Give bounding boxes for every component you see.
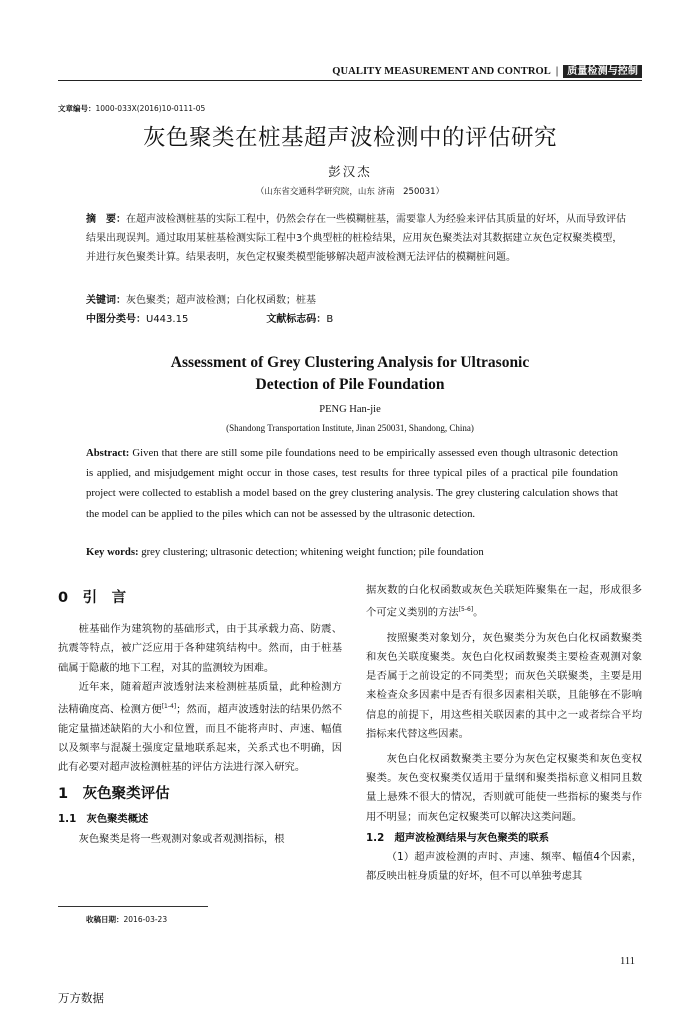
author-en: PENG Han-jie: [319, 404, 381, 415]
paragraph: 灰色白化权函数聚类主要分为灰色定权聚类和灰色变权聚类。灰色变权聚类仅适用于量纲和聚类指标意义相同且数量上悬殊不很大的情况，否则就可能使一些指标的聚类与作用不明显；而灰色定权聚类可以解决这类问题。: [366, 753, 642, 823]
citation-ref: [5-6]: [458, 606, 474, 614]
author-cn: 彭汉杰: [328, 164, 372, 179]
keywords-en: Key words: grey clustering; ultrasonic detection; whitening weight function; pile foundation: [86, 546, 484, 558]
classification-line: 中图分类号：U443.15 文献标志码：B: [86, 314, 334, 325]
citation-ref: [1-4]: [161, 703, 177, 711]
paragraph: 桩基础作为建筑物的基础形式，由于其承载力高、防震、抗震等特点，被广泛应用于各种建筑结构中。然而，由于桩基础属于隐蔽的地下工程，对其的监测较为困难。: [58, 623, 342, 674]
paragraph: 按照聚类对象划分，灰色聚类分为灰色白化权函数聚类和灰色关联度聚类。灰色白化权函数聚类主要检查观测对象是否属于之前设定的不同类型；而灰色关联聚类，主要是用来检查众多因素中是否有很多因素相关联，且能够在不影响信息的前提下，用这些相关联因素的其中之一或者综合平均指标来代替这些因素。: [366, 631, 642, 740]
paragraph: （1）超声波检测的声时、声速、频率、幅值4个因素，都反映出桩身质量的好坏，但不可以单独考虑其: [366, 851, 642, 883]
page-title-en: Assessment of Grey Clustering Analysis for Ultrasonic Detection of Pile Foundation: [170, 354, 530, 393]
footnote-rule: [58, 906, 208, 907]
section-badge: 质量检测与控制: [563, 65, 642, 78]
page-number: 111: [620, 956, 635, 967]
section-1-2-heading: 1.2 超声波检测结果与灰色聚类的联系: [366, 831, 549, 844]
abstract-en: [86, 443, 618, 524]
affiliation-en: (Shandong Transportation Institute, Jinan 250031, Shandong, China): [226, 423, 474, 433]
header-separator: |: [555, 65, 559, 77]
watermark: 万方数据: [58, 991, 104, 1005]
abstract-en-text: Given that there are still some pile foundations need to be empirically assessed even though ultrasonic detection is applied, and misjudgement might occur in those cases, test results for three typical piles of a practical pile foundation project were collected to establish a model based on the grey clustering analysis. The grey clustering calculation shows that the model can be applied to the piles which can not be assessed by the ultrasonic detection.: [86, 447, 618, 520]
abstract-en-label: Abstract:: [86, 447, 130, 459]
journal-name: QUALITY MEASUREMENT AND CONTROL: [332, 65, 551, 77]
keywords-cn: 关键词：灰色聚类；超声波检测；白化权函数；桩基: [86, 295, 316, 306]
section-1-1-heading: 1.1 灰色聚类概述: [58, 813, 149, 826]
page-title-cn: 灰色聚类在桩基超声波检测中的评估研究: [142, 125, 557, 151]
running-header: [332, 64, 642, 78]
abstract-cn: [86, 210, 626, 267]
doc-code: B: [326, 314, 334, 325]
clc-code: U443.15: [146, 314, 189, 325]
paragraph: 近年来，随着超声波透射法来检测桩基质量，此种检测方法精确度高、检测方便[1-4]；然而，超声波透射法的结果仍然不能定量描述缺陷的大小和位置，而且不能将声时、声速、幅值以及频率与混凝土强度定量地联系起来，关系式也不明确，因此有必要对超声波检测桩基的评估方法进行深入研究。: [58, 680, 342, 774]
left-column: [58, 589, 342, 849]
right-column: [366, 581, 642, 886]
section-0-heading: 0 引 言: [58, 590, 127, 606]
abstract-cn-text: 在超声波检测桩基的实际工程中，仍然会存在一些模糊桩基，需要靠人为经验来评估其质量的好坏，从而导致评估结果出现误判。通过取用某桩基检测实际工程中3个典型桩的桩检结果，应用灰色聚类法对其数据建立灰色定权聚类模型，并进行灰色聚类计算。结果表明，灰色定权聚类模型能够解决超声波检测无法评估的模糊桩问题。: [86, 214, 626, 263]
paragraph: 灰色聚类是将一些观测对象或者观测指标，根: [78, 832, 285, 845]
affiliation-cn: （山东省交通科学研究院，山东 济南 250031）: [255, 187, 445, 197]
article-number: 文章编号：1000-033X(2016)10-0111-05: [58, 104, 206, 113]
header-rule: [58, 80, 642, 81]
received-date: 收稿日期：2016-03-23: [86, 915, 168, 924]
paragraph: 据灰数的白化权函数或灰色关联矩阵聚集在一起，形成很多个可定义类别的方法[5-6]。: [366, 584, 642, 619]
abstract-cn-label: 摘 要：: [86, 214, 126, 225]
section-1-heading: 1 灰色聚类评估: [58, 786, 170, 803]
